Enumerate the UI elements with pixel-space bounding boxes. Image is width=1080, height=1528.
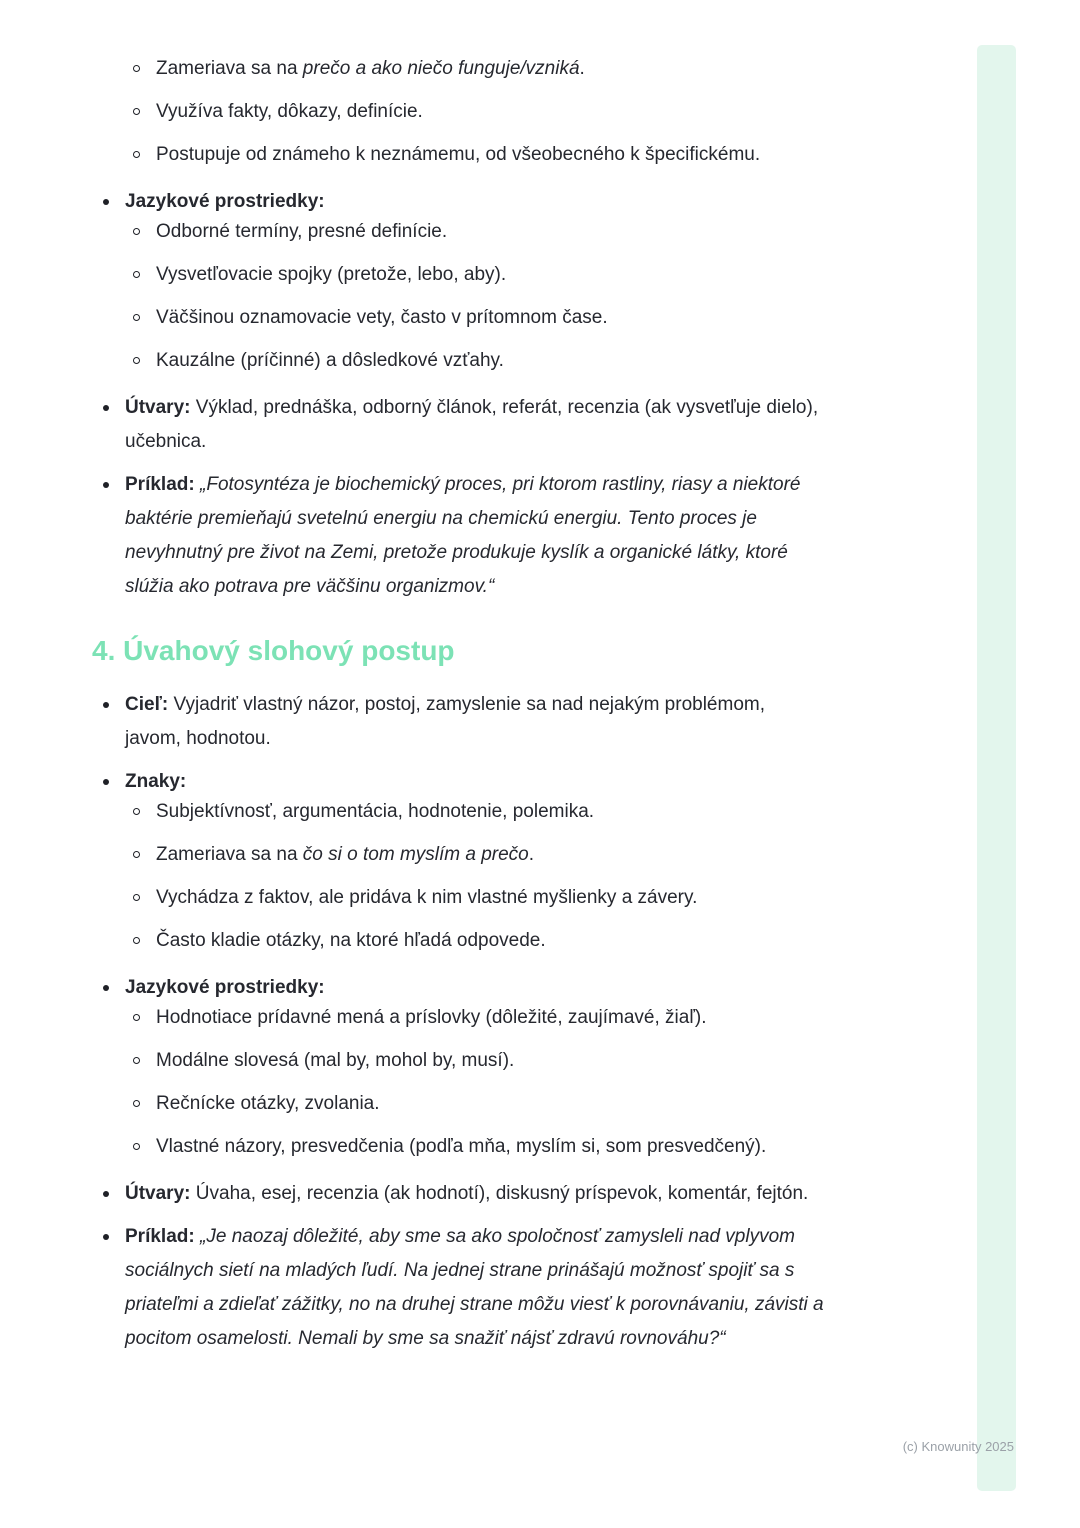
list-item bbox=[100, 881, 960, 915]
list-item-text: Hodnotiace prídavné mená a príslovky (dôležité, zaujímavé, žiaľ). bbox=[156, 1007, 707, 1028]
list-item bbox=[100, 1044, 960, 1078]
list-item-jazykove-prostriedky bbox=[100, 971, 960, 1005]
text-run-italic: čo si o tom myslím a prečo bbox=[302, 844, 529, 865]
list-item-text: Modálne slovesá (mal by, mohol by, musí). bbox=[156, 1050, 515, 1071]
list-item-text: Väčšinou oznamovacie vety, často v prítomnom čase. bbox=[156, 307, 608, 328]
item-label: Útvary: bbox=[125, 1183, 191, 1204]
text-run: Výklad, prednáška, odborný článok, referát, recenzia (ak vysvetľuje dielo), učebnica. bbox=[125, 397, 819, 452]
list-item bbox=[100, 215, 960, 249]
item-label: Jazykové prostriedky: bbox=[125, 977, 325, 998]
list-item-text bbox=[125, 1220, 825, 1356]
accent-sidebar bbox=[977, 45, 1016, 1491]
dot-bullet-icon bbox=[103, 985, 109, 991]
text-run: Zameriava sa na bbox=[156, 58, 303, 79]
list-item bbox=[100, 344, 960, 378]
list-item-text: Postupuje od známeho k neznámemu, od všeobecného k špecifickému. bbox=[156, 144, 761, 165]
list-item-text bbox=[156, 838, 534, 872]
list-item-text bbox=[125, 688, 825, 756]
list-item-text: Rečnícke otázky, zvolania. bbox=[156, 1093, 380, 1114]
circle-bullet-icon bbox=[133, 108, 140, 115]
list-item-utvary bbox=[100, 391, 960, 459]
circle-bullet-icon bbox=[133, 937, 140, 944]
list-item-text bbox=[125, 971, 330, 1005]
list-item-text: Odborné termíny, presné definície. bbox=[156, 221, 448, 242]
text-run: . bbox=[579, 58, 585, 79]
circle-bullet-icon bbox=[133, 808, 140, 815]
list-item-jazykove-prostriedky bbox=[100, 185, 960, 219]
list-item-priklad bbox=[100, 468, 960, 604]
vykladovy-jazykove-list bbox=[100, 215, 960, 378]
dot-bullet-icon bbox=[103, 199, 109, 205]
list-item bbox=[100, 301, 960, 335]
dot-bullet-icon bbox=[103, 1191, 109, 1197]
list-item bbox=[100, 52, 960, 86]
item-label: Znaky: bbox=[125, 771, 187, 792]
circle-bullet-icon bbox=[133, 65, 140, 72]
copyright-watermark: (c) Knowunity 2025 bbox=[902, 1439, 1014, 1454]
list-item-text bbox=[125, 765, 192, 799]
circle-bullet-icon bbox=[133, 1057, 140, 1064]
list-item-text bbox=[125, 185, 330, 219]
list-item bbox=[100, 924, 960, 958]
list-item-znaky bbox=[100, 765, 960, 799]
list-item-text bbox=[125, 1177, 808, 1211]
list-item-text bbox=[156, 52, 585, 86]
text-run-italic: prečo a ako niečo funguje/vzniká bbox=[302, 58, 580, 79]
list-item bbox=[100, 1087, 960, 1121]
list-item bbox=[100, 795, 960, 829]
item-label: Útvary: bbox=[125, 397, 191, 418]
circle-bullet-icon bbox=[133, 851, 140, 858]
list-item-text bbox=[125, 391, 825, 459]
circle-bullet-icon bbox=[133, 151, 140, 158]
circle-bullet-icon bbox=[133, 894, 140, 901]
list-item bbox=[100, 138, 960, 172]
list-item-text: Subjektívnosť, argumentácia, hodnotenie, polemika. bbox=[156, 801, 595, 822]
list-item-text: Často kladie otázky, na ktoré hľadá odpovede. bbox=[156, 930, 546, 951]
list-item bbox=[100, 95, 960, 129]
list-item-text: Vlastné názory, presvedčenia (podľa mňa, myslím si, som presvedčený). bbox=[156, 1136, 767, 1157]
dot-bullet-icon bbox=[103, 1234, 109, 1240]
dot-bullet-icon bbox=[103, 779, 109, 785]
text-run: . bbox=[528, 844, 535, 865]
list-item bbox=[100, 838, 960, 872]
text-run: Vyjadriť vlastný názor, postoj, zamyslenie sa nad nejakým problémom, javom, hodnotou. bbox=[125, 694, 765, 749]
dot-bullet-icon bbox=[103, 405, 109, 411]
list-item-priklad bbox=[100, 1220, 960, 1356]
section-heading-uvahovy: 4. Úvahový slohový postup bbox=[92, 635, 455, 666]
circle-bullet-icon bbox=[133, 1100, 140, 1107]
item-label: Príklad: bbox=[125, 1226, 195, 1247]
list-item-text: Využíva fakty, dôkazy, definície. bbox=[156, 101, 423, 122]
circle-bullet-icon bbox=[133, 1014, 140, 1021]
notes-content bbox=[92, 0, 960, 1356]
list-item-utvary bbox=[100, 1177, 960, 1211]
item-label: Cieľ: bbox=[125, 694, 169, 715]
list-item-text bbox=[125, 468, 825, 604]
list-item bbox=[100, 258, 960, 292]
circle-bullet-icon bbox=[133, 228, 140, 235]
list-item bbox=[100, 1130, 960, 1164]
list-item-ciel bbox=[100, 688, 960, 756]
circle-bullet-icon bbox=[133, 357, 140, 364]
list-item bbox=[100, 1001, 960, 1035]
circle-bullet-icon bbox=[133, 271, 140, 278]
list-item-text: Kauzálne (príčinné) a dôsledkové vzťahy. bbox=[156, 350, 504, 371]
uvahovy-znaky-list bbox=[100, 795, 960, 958]
text-run: Zameriava sa na bbox=[156, 844, 303, 865]
text-run-italic: „Je naozaj dôležité, aby sme sa ako spoločnosť zamysleli nad vplyvom sociálnych sietí na mladých ľudí. Na jednej strane prinášajú možnosť spojiť sa s priateľmi a zdieľať zážitky, no na druhej strane môžu viesť k porovnávaniu, závisti a pocitom osamelosti. Nemali by sme sa snažiť nájsť zdravú rovnováhu?“ bbox=[125, 1226, 824, 1349]
uvahovy-jazykove-list bbox=[100, 1001, 960, 1164]
item-label: Príklad: bbox=[125, 474, 195, 495]
circle-bullet-icon bbox=[133, 314, 140, 321]
dot-bullet-icon bbox=[103, 702, 109, 708]
vykladovy-znaky-list bbox=[100, 52, 960, 172]
dot-bullet-icon bbox=[103, 482, 109, 488]
circle-bullet-icon bbox=[133, 1143, 140, 1150]
text-run: Úvaha, esej, recenzia (ak hodnotí), diskusný príspevok, komentár, fejtón. bbox=[195, 1183, 809, 1204]
list-item-text: Vychádza z faktov, ale pridáva k nim vlastné myšlienky a závery. bbox=[156, 887, 698, 908]
text-run-italic: „Fotosyntéza je biochemický proces, pri ktorom rastliny, riasy a niektoré baktérie premieňajú svetelnú energiu na chemickú energiu. Tento proces je nevyhnutný pre život na Zemi, pretože produkuje kyslík a organické látky, ktoré slúžia ako potrava pre väčšinu organizmov.“ bbox=[125, 474, 801, 597]
list-item-text: Vysvetľovacie spojky (pretože, lebo, aby). bbox=[156, 264, 507, 285]
item-label: Jazykové prostriedky: bbox=[125, 191, 325, 212]
